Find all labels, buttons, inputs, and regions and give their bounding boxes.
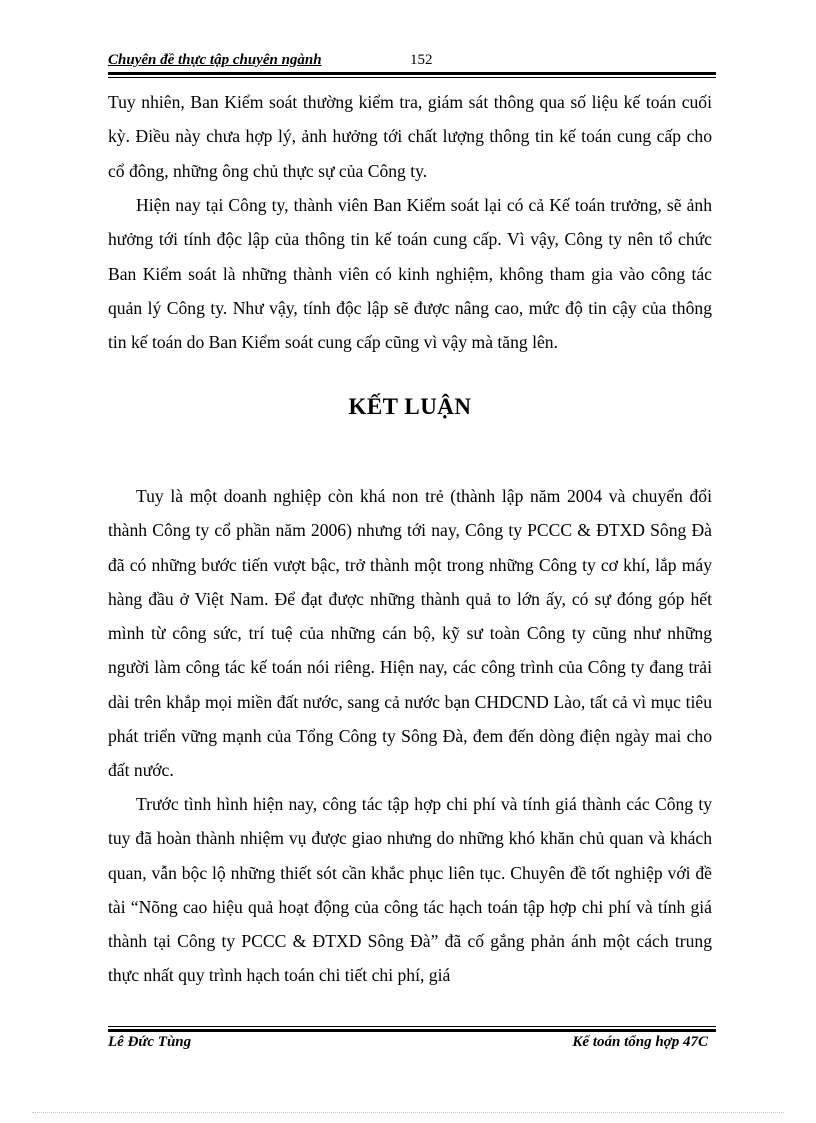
header-rule-thick bbox=[108, 72, 716, 75]
paragraph-3: Tuy là một doanh nghiệp còn khá non trẻ (thành lập năm 2004 và chuyển đổi thành Công ty cổ phần năm 2006) nhưng tới nay, Công ty PCCC & ĐTXD Sông Đà đã có những bước tiến vượt bậc, trở thành một trong những Công ty cơ khí, lắp máy hàng đầu ở Việt Nam. Để đạt được những thành quả to lớn ấy, có sự đóng góp hết mình từ công sức, trí tuệ của những cán bộ, kỹ sư toàn Công ty cũng như những người làm công tác kế toán nói riêng. Hiện nay, các công trình của Công ty đang trải dài trên khắp mọi miền đất nước, sang cả nước bạn CHDCND Lào, tất cả vì mục tiêu phát triển vững mạnh của Tổng Công ty Sông Đà, đem đến dòng điện ngày mai cho đất nước. bbox=[108, 486, 712, 781]
header-title: Chuyên đề thực tập chuyên ngành bbox=[108, 52, 322, 68]
section-title: KẾT LUẬN bbox=[348, 394, 472, 419]
footer-author: Lê Đức Tùng bbox=[108, 1034, 192, 1050]
paragraph-1: Tuy nhiên, Ban Kiểm soát thường kiểm tra, giám sát thông qua số liệu kế toán cuối kỳ. Điều này chưa hợp lý, ảnh hưởng tới chất lượng thông tin kế toán cung cấp cho cổ đông, những ông chủ thực sự của Công ty. bbox=[108, 92, 712, 181]
footer-rule-thin bbox=[108, 1026, 716, 1027]
paragraph-2: Hiện nay tại Công ty, thành viên Ban Kiểm soát lại có cả Kế toán trưởng, sẽ ảnh hưởng tới tính độc lập của thông tin kế toán cung cấp. Vì vậy, Công ty nên tổ chức Ban Kiểm soát là những thành viên có kinh nghiệm, không tham gia vào công tác quản lý Công ty. Như vậy, tính độc lập sẽ được nâng cao, mức độ tin cậy của thông tin kế toán do Ban Kiểm soát cung cấp cũng vì vậy mà tăng lên. bbox=[108, 195, 712, 353]
footer-rule-thick bbox=[108, 1029, 716, 1032]
paragraph-4: Trước tình hình hiện nay, công tác tập hợp chi phí và tính giá thành các Công ty tuy đã hoàn thành nhiệm vụ được giao nhưng do những khó khăn chủ quan và khách quan, vẫn bộc lộ những thiết sót cần khắc phục liên tục. Chuyên đề tốt nghiệp với đề tài “Nõng cao hiệu quả hoạt động của công tác hạch toán tập hợp chi phí và tính giá thành tại Công ty PCCC & ĐTXD Sông Đà” đã cố gắng phản ánh một cách trung thực nhất quy trình hạch toán chi tiết chi phí, giá bbox=[108, 794, 712, 986]
page-edge-dotted-line bbox=[32, 1112, 784, 1113]
page-footer bbox=[108, 1034, 708, 1056]
header-rule-thin bbox=[108, 77, 716, 78]
page-header bbox=[108, 52, 716, 74]
header-page-number: 152 bbox=[410, 52, 433, 68]
footer-class: Kế toán tổng hợp 47C bbox=[572, 1034, 708, 1050]
